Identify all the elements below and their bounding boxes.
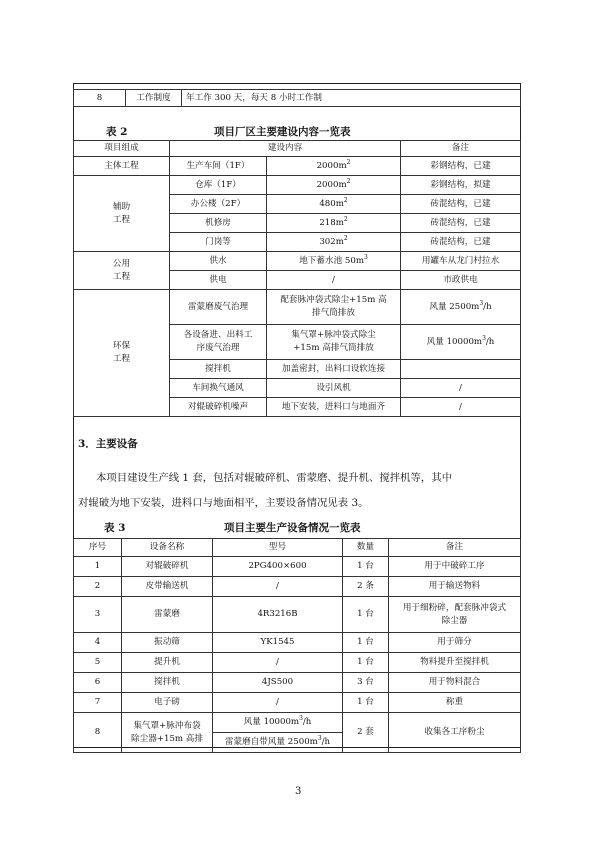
t3-header-no: 序号 [74,539,122,557]
t2-item: 车间换气通风 [170,379,267,398]
t3-model: 风量 $10000m^3/h$ [213,713,343,733]
t3-name: 集气罩+脉冲布袋 除尘器+15m 高排 [122,713,213,753]
t3-no: 5 [74,653,122,673]
t2-note: 风量 $2500m^3/h$ [401,290,521,325]
t2-content: 设引风机 [267,379,401,398]
t3-qty: 1 台 [343,693,389,713]
t2-note: 砖混结构，已建 [401,195,521,214]
t2-item: 办公楼（2F） [170,195,267,214]
page-number: 3 [295,786,302,797]
t2-content: $218m^2$ [267,214,401,233]
t2-item: 对辊破碎机噪声 [170,398,267,417]
t2-content: $302m^2$ [267,233,401,252]
t3-name: 雷蒙磨 [122,597,213,633]
table2-caption-no: 表 2 [106,126,128,138]
t3-note: 用于中破碎工序 [389,557,521,577]
t3-header-model: 型号 [213,539,343,557]
t3-no: 6 [74,673,122,693]
t3-model: / [213,577,343,597]
t3-header-qty: 数量 [343,539,389,557]
t3-no: 8 [74,713,122,753]
t3-no: 2 [74,577,122,597]
t2-group-aux: 辅助 工程 [74,176,170,252]
t2-note: 用罐车从龙门村拉水 [401,252,521,271]
t3-name: 电子磅 [122,693,213,713]
t2-content: 加盖密封，出料口设软连接 [267,360,401,379]
paragraph-line-2: 对辊破为地下安装，进料口与地面相平，主要设备情况见表 3。 [78,497,369,509]
t2-content: $2000m^2$ [267,176,401,195]
t2-content: 地下安装，进料口与地面齐 [267,398,401,417]
t3-note: 用于筛分 [389,633,521,653]
t2-content: $2000m^2$ [267,157,401,176]
t2-item: 搅拌机 [170,360,267,379]
t3-qty: 3 台 [343,673,389,693]
t3-no: 1 [74,557,122,577]
t3-qty: 1 台 [343,557,389,577]
t2-note [401,360,521,379]
t2-item: 机修房 [170,214,267,233]
section-heading: 3．主要设备 [78,438,138,450]
t3-note: 称重 [389,693,521,713]
t2-note: 砖混结构，已建 [401,214,521,233]
t3-note: 用于输送物料 [389,577,521,597]
t3-note: 收集各工序粉尘 [389,713,521,753]
t3-note: 用于物料混合 [389,673,521,693]
table3 [73,538,521,753]
t3-name: 搅拌机 [122,673,213,693]
t2-note: 市政供电 [401,271,521,290]
t3-model: 雷蒙磨自带风量 $2500m^3/h$ [213,733,343,753]
t3-qty: 1 台 [343,597,389,633]
t3-name: 振动筛 [122,633,213,653]
t3-qty: 2 条 [343,577,389,597]
t3-qty: 1 台 [343,653,389,673]
t2-content: 集气罩+脉冲袋式除尘 +15m 高排气筒排放 [267,325,401,360]
t2-note: / [401,379,521,398]
t3-model: / [213,693,343,713]
t3-note: 物料提升至搅拌机 [389,653,521,673]
t3-name: 皮带输送机 [122,577,213,597]
t2-item: 仓库（1F） [170,176,267,195]
paragraph-line-1: 本项目建设生产线 1 套，包括对辊破碎机、雷蒙磨、提升机、搅拌机等，其中 [96,472,453,484]
t3-model: 4R3216B [213,597,343,633]
t2-content: 配套脉冲袋式除尘+15m 高 排气筒排放 [267,290,401,325]
t2-item: 供水 [170,252,267,271]
t2-item: 各设备进、出料工 序废气治理 [170,325,267,360]
t2-header-group: 项目组成 [74,141,170,157]
t2-note: 彩钢结构，已建 [401,157,521,176]
row-value: 年工作 300 天，每天 8 小时工作制 [182,90,521,107]
table2 [73,140,521,417]
t2-note: 砖混结构，已建 [401,233,521,252]
table3-caption-title: 项目主要生产设备情况一览表 [224,522,361,534]
t3-name: 提升机 [122,653,213,673]
t2-item: 雷蒙磨废气治理 [170,290,267,325]
t2-group-main: 主体工程 [74,157,170,176]
t2-item: 门岗等 [170,233,267,252]
t2-header-content: 建设内容 [170,141,401,157]
t3-header-note: 备注 [389,539,521,557]
t3-qty: 1 台 [343,633,389,653]
t2-header-note: 备注 [401,141,521,157]
table3-caption-no: 表 3 [104,522,126,534]
t2-content: 地下蓄水池 $50m^3$ [267,252,401,271]
t2-content: / [267,271,401,290]
t2-content: $480m^2$ [267,195,401,214]
t2-item: 生产车间（1F） [170,157,267,176]
t3-no: 7 [74,693,122,713]
t2-group-pub: 公用 工程 [74,252,170,290]
t3-model: YK1545 [213,633,343,653]
t3-model: 2PG400×600 [213,557,343,577]
row-name: 工作制度 [126,90,182,107]
t3-model: 4JS500 [213,673,343,693]
t3-note: 用于细粉碎，配套脉冲袋式 除尘器 [389,597,521,633]
t2-item: 供电 [170,271,267,290]
t3-no: 3 [74,597,122,633]
t3-header-name: 设备名称 [122,539,213,557]
t3-no: 4 [74,633,122,653]
table2-caption-title: 项目厂区主要建设内容一览表 [214,126,351,138]
t2-group-env: 环保 工程 [74,290,170,417]
t3-qty: 2 套 [343,713,389,753]
table1-tail [73,89,521,107]
t3-model: / [213,653,343,673]
t2-note: 风量 $10000m^3/h$ [401,325,521,360]
t2-note: / [401,398,521,417]
t2-note: 彩钢结构，拟建 [401,176,521,195]
t3-name: 对辊破碎机 [122,557,213,577]
row-no: 8 [74,90,126,107]
